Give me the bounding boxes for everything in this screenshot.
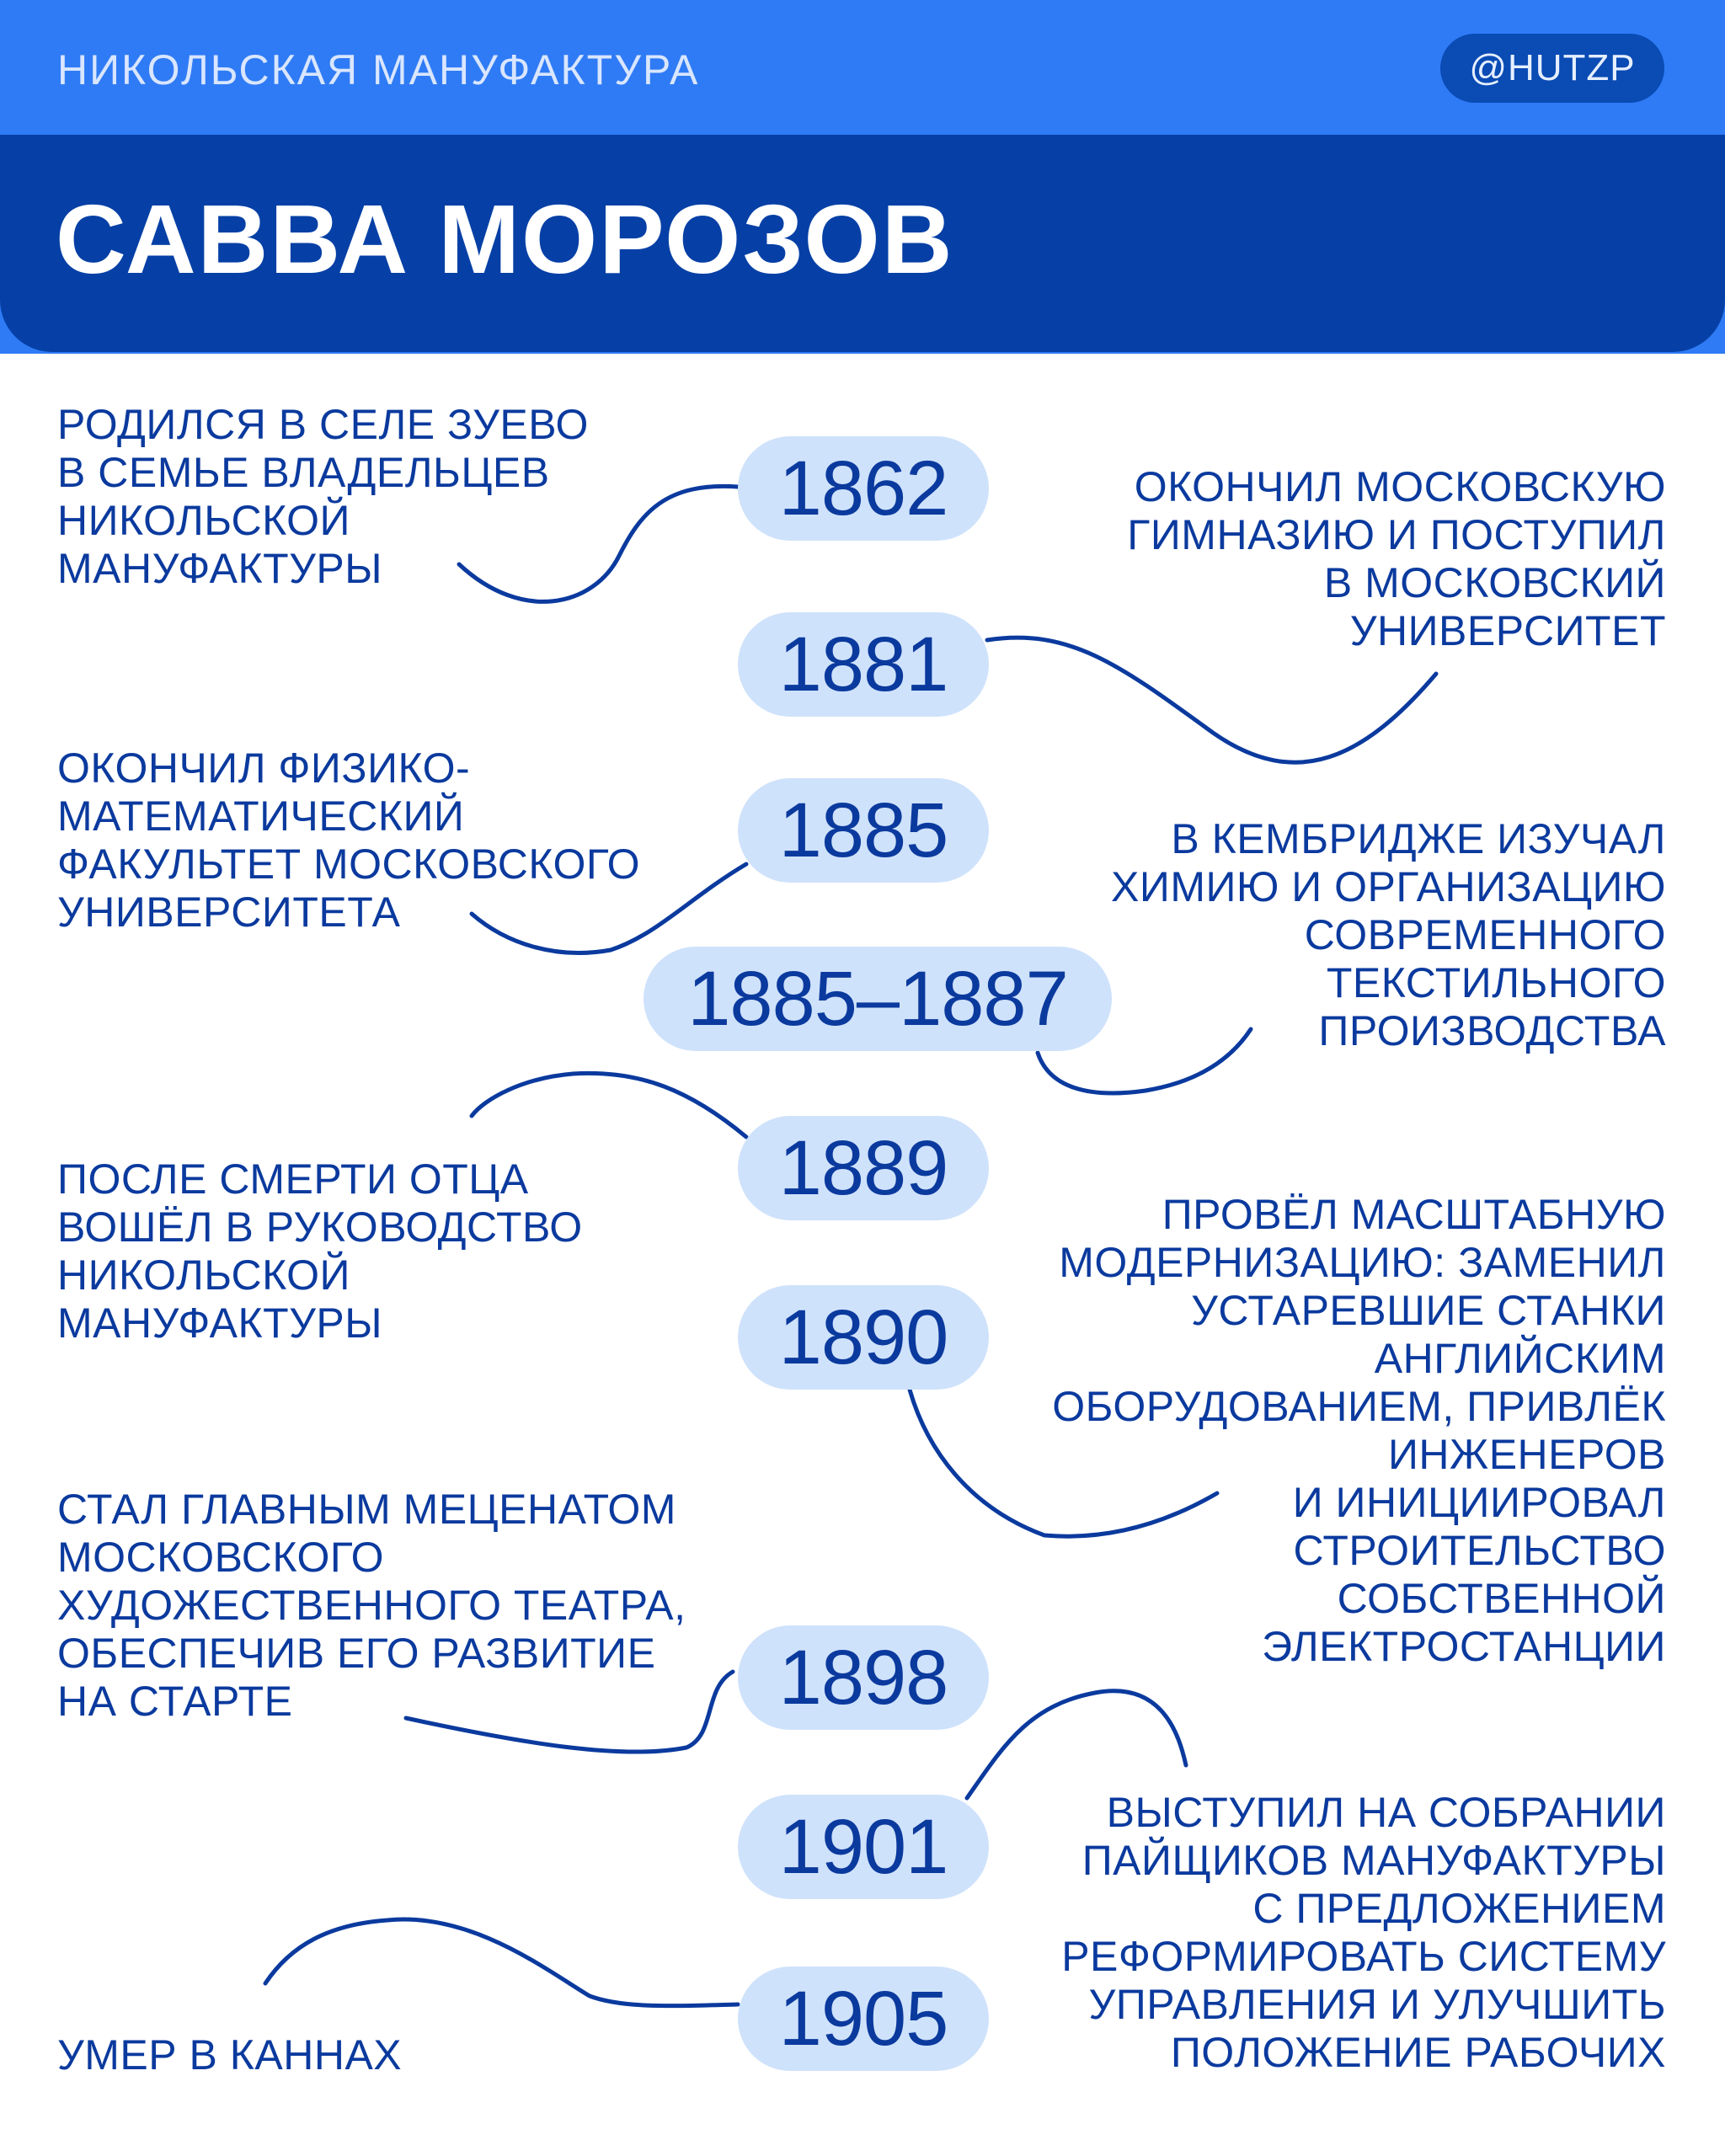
- year-badge-1862: 1862: [738, 436, 989, 541]
- event-text-1881: ОКОНЧИЛ МОСКОВСКУЮ ГИМНАЗИЮ И ПОСТУПИЛ В МОСКОВСКИЙ УНИВЕРСИТЕТ: [1127, 463, 1666, 654]
- year-badge-1881: 1881: [738, 612, 989, 717]
- connector-1881: [987, 638, 1436, 762]
- year-badge-1885: 1885: [738, 778, 989, 883]
- connector-1905: [265, 1919, 738, 2006]
- year-badge-1885-1887: 1885–1887: [644, 947, 1112, 1051]
- event-text-1885-1887: В КЕМБРИДЖЕ ИЗУЧАЛ ХИМИЮ И ОРГАНИЗАЦИЮ СОВРЕМЕННОГО ТЕКСТИЛЬНОГО ПРОИЗВОДСТВА: [1111, 815, 1666, 1054]
- event-text-1889: ПОСЛЕ СМЕРТИ ОТЦА ВОШЁЛ В РУКОВОДСТВО НИКОЛЬСКОЙ МАНУФАКТУРЫ: [57, 1155, 583, 1347]
- connector-1901: [967, 1691, 1186, 1798]
- year-badge-1905: 1905: [738, 1967, 989, 2071]
- year-badge-1889: 1889: [738, 1116, 989, 1220]
- event-text-1862: РОДИЛСЯ В СЕЛЕ ЗУЕВО В СЕМЬЕ ВЛАДЕЛЬЦЕВ НИКОЛЬСКОЙ МАНУФАКТУРЫ: [57, 401, 589, 592]
- page-title: САВВА МОРОЗОВ: [56, 184, 954, 294]
- event-text-1890: ПРОВЁЛ МАСШТАБНУЮ МОДЕРНИЗАЦИЮ: ЗАМЕНИЛ УСТАРЕВШИЕ СТАНКИ АНГЛИЙСКИМ ОБОРУДОВАНИЕМ, ПРИВЛЁК ИНЖЕНЕРОВ И ИНИЦИИРОВАЛ СТРОИТЕЛЬСТВО СОБСТВЕННОЙ ЭЛЕКТРОСТАНЦИИ: [1052, 1191, 1666, 1670]
- event-text-1905: УМЕР В КАННАХ: [57, 2031, 403, 2079]
- year-badge-1898: 1898: [738, 1625, 989, 1730]
- event-text-1885: ОКОНЧИЛ ФИЗИКО- МАТЕМАТИЧЕСКИЙ ФАКУЛЬТЕТ МОСКОВСКОГО УНИВЕРСИТЕТА: [57, 744, 641, 936]
- year-badge-1901: 1901: [738, 1795, 989, 1899]
- event-text-1898: СТАЛ ГЛАВНЫМ МЕЦЕНАТОМ МОСКОВСКОГО ХУДОЖЕСТВЕННОГО ТЕАТРА, ОБЕСПЕЧИВ ЕГО РАЗВИТИЕ НА СТАРТЕ: [57, 1486, 686, 1725]
- account-handle-badge[interactable]: @HUTZP: [1440, 34, 1664, 103]
- header-kicker: НИКОЛЬСКАЯ МАНУФАКТУРА: [57, 46, 700, 93]
- year-badge-1890: 1890: [738, 1285, 989, 1390]
- event-text-1901: ВЫСТУПИЛ НА СОБРАНИИ ПАЙЩИКОВ МАНУФАКТУРЫ С ПРЕДЛОЖЕНИЕМ РЕФОРМИРОВАТЬ СИСТЕМУ УПРАВЛЕНИЯ И УЛУЧШИТЬ ПОЛОЖЕНИЕ РАБОЧИХ: [1061, 1789, 1666, 2076]
- connector-1889: [472, 1073, 746, 1137]
